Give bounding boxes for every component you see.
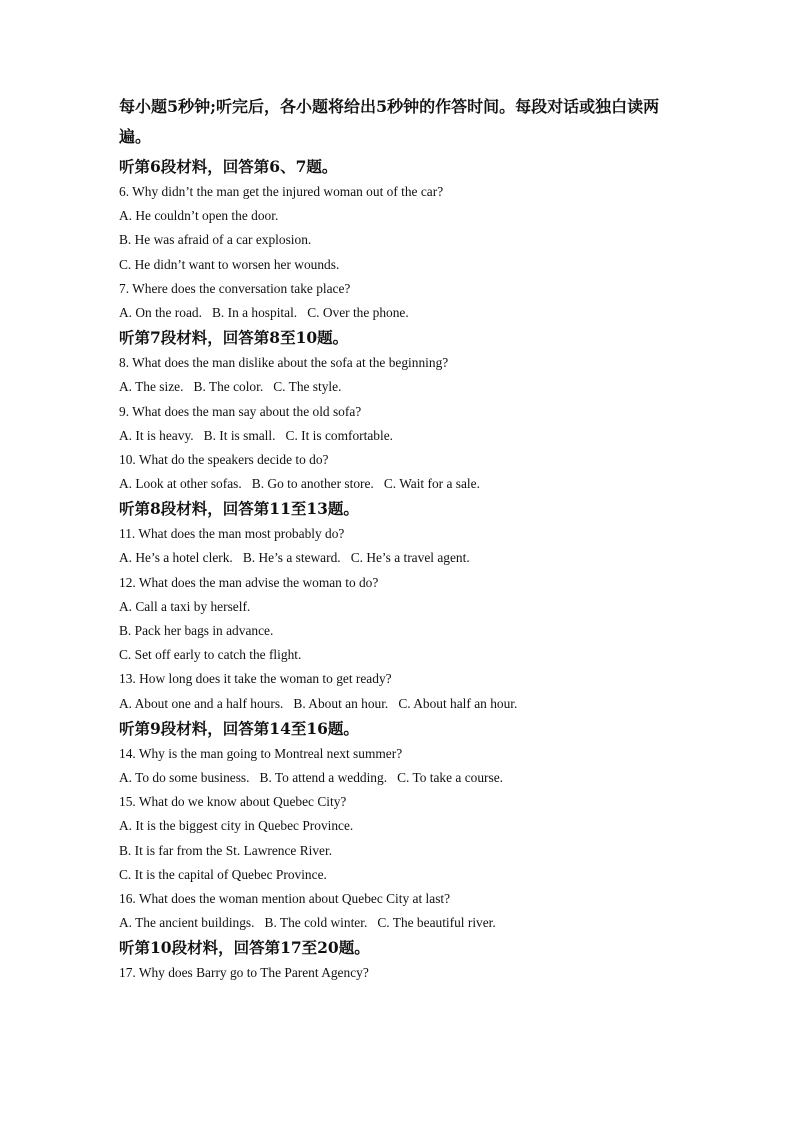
answer-option: A. The ancient buildings. [119,915,255,931]
listening-section [119,716,679,936]
answer-option: B. He was afraid of a car explosion. [119,232,312,248]
question-stem: 17. Why does Barry go to The Parent Agency? [119,965,369,981]
page-content [119,92,679,985]
section-heading: 听第10段材料，回答第17至20题。 [119,938,370,958]
answer-option: A. He’s a hotel clerk. [119,550,233,566]
answer-option: C. About half an hour. [398,695,518,711]
answer-option: A. He couldn’t open the door. [119,208,279,224]
answer-options-row [119,546,679,570]
answer-option: B. It is small. [203,427,276,443]
answer-option: C. Wait for a sale. [383,476,480,492]
question-stem: 7. Where does the conversation take place? [119,280,351,296]
question-stem: 10. What do the speakers decide to do? [119,451,329,467]
answer-option: B. The cold winter. [264,915,368,931]
answer-option: B. Go to another store. [251,476,374,492]
listening-section [119,325,679,496]
answer-option: A. About one and a half hours. [119,695,284,711]
question-stem: 15. What do we know about Quebec City? [119,794,347,810]
answer-option: B. About an hour. [293,695,389,711]
section-heading: 听第9段材料，回答第14至16题。 [119,718,359,738]
question-stem: 9. What does the man say about the old sofa? [119,403,362,419]
answer-option: A. The size. [119,379,184,395]
answer-option: C. Over the phone. [307,304,409,320]
listening-section [119,935,679,985]
answer-option: A. Look at other sofas. [119,476,242,492]
answer-option: A. Call a taxi by herself. [119,598,251,614]
answer-option: A. It is heavy. [119,427,194,443]
answer-options-row [119,472,679,496]
answer-option: A. On the road. [119,304,202,320]
section-heading: 听第8段材料，回答第11至13题。 [119,499,359,519]
answer-options-row [119,911,679,935]
answer-option: A. To do some business. [119,769,250,785]
answer-option: B. Pack her bags in advance. [119,623,274,638]
answer-option: C. It is comfortable. [285,427,393,443]
answer-option: C. To take a course. [397,769,504,785]
answer-option: B. The color. [193,379,264,395]
question-stem: 12. What does the man advise the woman to do? [119,574,379,590]
answer-option: C. Set off early to catch the flight. [119,647,302,663]
answer-option: B. To attend a wedding. [259,769,388,785]
answer-options-row [119,301,679,325]
instructions-paragraph: 每小题5秒钟;听完后，各小题将给出5秒钟的作答时间。每段对话或独白读两遍。 [119,97,660,146]
answer-option: C. He didn’t want to worsen her wounds. [119,256,340,272]
answer-option: B. In a hospital. [211,304,298,320]
question-stem: 8. What does the man dislike about the sofa at the beginning? [119,355,449,371]
answer-option: C. The style. [273,379,342,395]
answer-options-row [119,424,679,448]
answer-options-row [119,375,679,399]
section-heading: 听第7段材料，回答第8至10题。 [119,328,349,348]
question-stem: 11. What does the man most probably do? [119,526,345,542]
answer-options-row [119,692,679,716]
question-stem: 14. Why is the man going to Montreal next summer? [119,745,403,761]
answer-option: B. He’s a steward. [242,550,341,566]
question-stem: 16. What does the woman mention about Quebec City at last? [119,890,451,906]
answer-option: A. It is the biggest city in Quebec Province. [119,818,354,834]
listening-section [119,496,679,716]
answer-options-row [119,766,679,790]
answer-option: B. It is far from the St. Lawrence River. [119,842,333,858]
question-stem: 13. How long does it take the woman to get ready? [119,671,392,687]
answer-option: C. He’s a travel agent. [350,550,470,566]
answer-option: C. The beautiful river. [377,915,496,931]
answer-option: C. It is the capital of Quebec Province. [119,866,327,882]
section-heading: 听第6段材料，回答第6、7题。 [119,157,338,176]
listening-sections [119,154,679,985]
listening-section [119,154,679,325]
question-stem: 6. Why didn’t the man get the injured woman out of the car? [119,184,444,199]
